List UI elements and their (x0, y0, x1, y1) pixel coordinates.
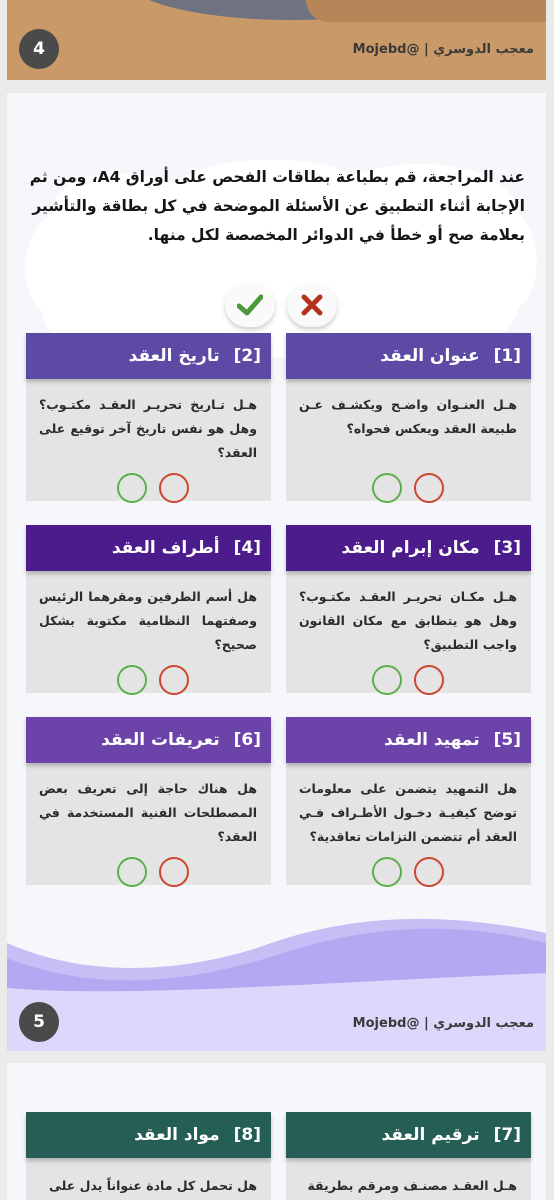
card-header (286, 333, 531, 379)
decorative-wave (306, 0, 546, 22)
card-question: هـل العنـوان واضـح ويكشـف عـن طبيعة العقد ويعكس فحواه؟ (299, 397, 517, 436)
x-mark-badge (287, 283, 337, 327)
page-number-badge: 5 (19, 1002, 59, 1042)
card-title: ترقيم العقد (381, 1125, 480, 1145)
page-4-footer (7, 0, 546, 80)
card-question: هل التمهيد يتضمن على معلومات توضح كيفيـة دخـول الأطـراف فـي العقد أم تتضمن التزامات تعاقدية؟ (299, 781, 517, 844)
card-question: هل أسم الطرفين ومقرهما الرئيس وصفتهما النظامية مكتوبة بشكل صحيح؟ (39, 589, 257, 652)
page-6 (7, 1063, 546, 1200)
author-credit: معجب الدوسري | @Mojebd (352, 1016, 534, 1031)
correct-circle[interactable] (372, 857, 402, 887)
card-title: مكان إبرام العقد (341, 538, 480, 558)
card-title: تعريفات العقد (101, 730, 220, 750)
card-question: هل تحمل كل مادة عنواناً يدل على (48, 1178, 257, 1193)
instructions-text: عند المراجعة، قم بطباعة بطاقات الفحص على أوراق A4، ومن ثم الإجابة أثناء التطبيق عن الأسئلة الموضحة في كل بطاقة والتأشير بعلامة صح أو خطأ في الدوائر المخصصة لكل منها. (29, 168, 525, 244)
correct-circle[interactable] (372, 665, 402, 695)
card-contract-definitions (26, 717, 271, 885)
correct-circle[interactable] (117, 857, 147, 887)
card-number: [4] (233, 538, 261, 558)
correct-circle[interactable] (372, 473, 402, 503)
card-header (286, 525, 531, 571)
wrong-circle[interactable] (414, 665, 444, 695)
card-contract-title (286, 333, 531, 501)
card-number: [7] (493, 1125, 521, 1145)
card-question: هل هناك حاجة إلى تعريف بعض المصطلحات الفنية المستخدمة في العقد؟ (39, 781, 257, 844)
page-number-badge: 4 (19, 29, 59, 69)
card-contract-place (286, 525, 531, 693)
card-title: تمهيد العقد (384, 730, 480, 750)
card-contract-preamble (286, 717, 531, 885)
page-5 (7, 93, 546, 1051)
x-mark-icon (301, 294, 323, 316)
correct-circle[interactable] (117, 473, 147, 503)
card-number: [6] (233, 730, 261, 750)
wrong-circle[interactable] (159, 665, 189, 695)
card-title: عنوان العقد (380, 346, 480, 366)
card-header (26, 525, 271, 571)
card-number: [1] (493, 346, 521, 366)
card-contract-articles (26, 1112, 271, 1200)
wrong-circle[interactable] (414, 857, 444, 887)
card-header (286, 717, 531, 763)
card-contract-date (26, 333, 271, 501)
card-number: [8] (233, 1125, 261, 1145)
correct-circle[interactable] (117, 665, 147, 695)
check-mark-icon (237, 294, 263, 316)
card-number: [2] (233, 346, 261, 366)
card-title: مواد العقد (134, 1125, 220, 1145)
card-question: هـل تـاريخ تحريـر العقـد مكتـوب؟ وهل هو نفس تاريخ آخر توقيع على العقد؟ (39, 397, 257, 460)
card-contract-numbering (286, 1112, 531, 1200)
card-title: أطراف العقد (111, 538, 220, 558)
wrong-circle[interactable] (414, 473, 444, 503)
card-header (26, 1112, 271, 1158)
card-contract-parties (26, 525, 271, 693)
card-number: [5] (493, 730, 521, 750)
card-header (286, 1112, 531, 1158)
author-credit: معجب الدوسري | @Mojebd (352, 42, 534, 57)
wrong-circle[interactable] (159, 857, 189, 887)
card-number: [3] (493, 538, 521, 558)
check-mark-badge (225, 283, 275, 327)
card-question: هـل العقـد مصنـف ومرقم بطريقة (307, 1178, 517, 1193)
card-header (26, 717, 271, 763)
card-question: هـل مكـان تحريـر العقـد مكتـوب؟ وهل هو يتطابق مع مكان القانون واجب التطبيق؟ (299, 589, 517, 652)
wrong-circle[interactable] (159, 473, 189, 503)
card-title: تاريخ العقد (128, 346, 220, 366)
card-header (26, 333, 271, 379)
